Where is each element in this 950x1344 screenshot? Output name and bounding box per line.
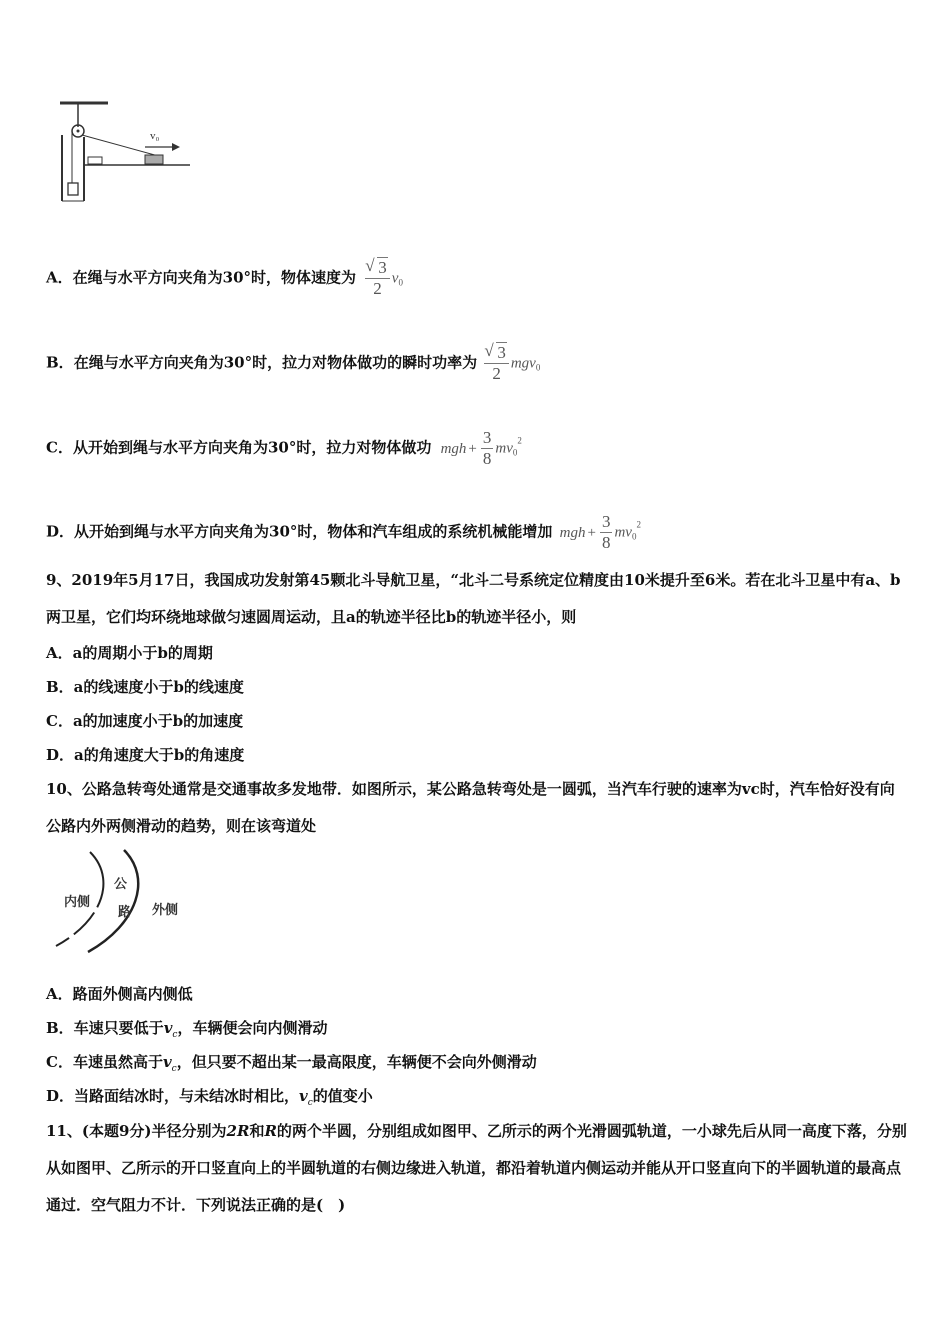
pulley-car-figure <box>50 95 190 210</box>
q11-stem: 11、(本题9分)半径分别为2R和R的两个半圆，分别组成如图甲、乙所示的两个光滑圆弧轨道，一小球先后从同一高度下落，分别从如图甲、乙所示的开口竖直向上的半圆轨道的右侧边缘进入轨道，都沿着轨道内侧运动并能从开口竖直向下的半圆轨道的最高点通过．空气阻力不计．下列说法正确的是( ) <box>46 1122 907 1214</box>
q9-option-c[interactable]: C．a的加速度小于b的加速度 <box>46 712 244 730</box>
q9-option-d[interactable]: D．a的角速度大于b的角速度 <box>46 746 245 764</box>
q8-option-d[interactable]: D．从开始到绳与水平方向夹角为30°时，物体和汽车组成的系统机械能增加 mgh + $\frac{3}{8}$ $mv_0^2$ <box>46 512 641 552</box>
road-label-2: 路 <box>118 905 132 920</box>
q10-option-d[interactable]: D．当路面结冰时，与未结冰时相比，$v_c$的值变小 <box>46 1087 373 1108</box>
fraction-3-over-8: $\frac{3}{8}$ <box>482 428 492 468</box>
fraction-sqrt3-over-2: √ $\frac{3}{2}$ <box>484 343 509 384</box>
q10-stem: 10、公路急转弯处通常是交通事故多发地带．如图所示，某公路急转弯处是一圆弧，当汽车行驶的速率为vc时，汽车恰好没有向公路内外两侧滑动的趋势，则在该弯道处 <box>46 780 895 835</box>
q10-option-a[interactable]: A．路面外侧高内侧低 <box>46 985 193 1003</box>
q10-option-c[interactable]: C．车速虽然高于$v_c$，但只要不超出某一最高限度，车辆便不会向外侧滑动 <box>46 1053 537 1074</box>
outer-side-label: 外侧 <box>152 903 179 918</box>
q8-option-a[interactable]: A．在绳与水平方向夹角为30°时，物体速度为 √ $\frac{3}{2}$ $v_0$ <box>46 258 403 299</box>
road-curve-figure <box>48 848 198 963</box>
fraction-3-over-8: $\frac{3}{8}$ <box>601 512 611 552</box>
q9-option-b[interactable]: B．a的线速度小于b的线速度 <box>46 678 244 696</box>
inner-side-label: 内侧 <box>64 895 91 910</box>
q9-option-a[interactable]: A．a的周期小于b的周期 <box>46 644 213 662</box>
q9-stem: 9、2019年5月17日，我国成功发射第45颗北斗导航卫星，“北斗二号系统定位精度由10米提升至6米。若在北斗卫星中有a、b两卫星，它们均环绕地球做匀速圆周运动，且a的轨迹半径比b的轨迹半径小，则 <box>46 571 901 626</box>
road-label-1: 公 <box>114 877 128 892</box>
q10-option-b[interactable]: B．车速只要低于$v_c$，车辆便会向内侧滑动 <box>46 1019 328 1040</box>
q8-option-c[interactable]: C．从开始到绳与水平方向夹角为30°时，拉力对物体做功 mgh + $\frac{3}{8}$ $mv_0^2$ <box>46 428 522 468</box>
fraction-sqrt3-over-2: √ $\frac{3}{2}$ <box>365 258 390 299</box>
q8-option-b[interactable]: B．在绳与水平方向夹角为30°时，拉力对物体做功的瞬时功率为 √ $\frac{3}{2}$ mgv$_0$ <box>46 343 540 384</box>
v0-label: v₀ <box>150 130 160 142</box>
